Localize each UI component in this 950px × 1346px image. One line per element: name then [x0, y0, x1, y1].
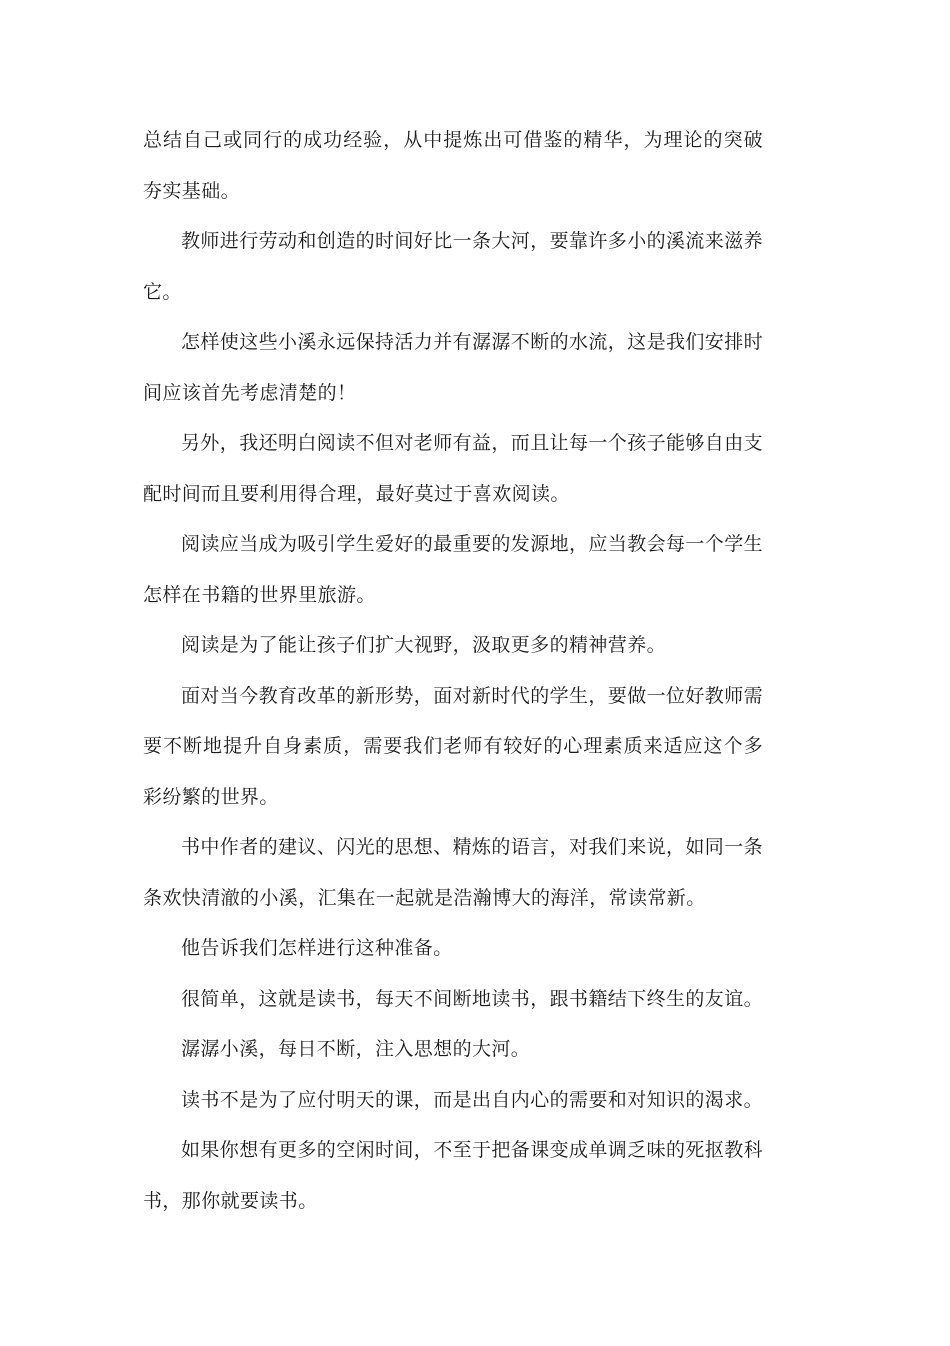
paragraph-continuation: 总结自己或同行的成功经验，从中提炼出可借鉴的精华，为理论的突破夯实基础。	[143, 129, 763, 202]
paragraph: 阅读是为了能让孩子们扩大视野，汲取更多的精神营养。	[181, 634, 667, 656]
paragraph: 他告诉我们怎样进行这种准备。	[181, 937, 453, 959]
paragraph: 潺潺小溪，每日不断，注入思想的大河。	[181, 1038, 531, 1060]
paragraph: 怎样使这些小溪永远保持活力并有潺潺不断的水流，这是我们安排时间应该首先考虑清楚的！	[143, 331, 764, 404]
paragraph: 读书不是为了应付明天的课，而是出自内心的需要和对知识的渴求。	[181, 1088, 764, 1111]
paragraph: 另外，我还明白阅读不但对老师有益，而且让每一个孩子能够自由支配时间而且要利用得合理，最好莫过于喜欢阅读。	[143, 432, 764, 505]
paragraph: 如果你想有更多的空闲时间，不至于把备课变成单调乏味的死抠教科书，那你就要读书。	[143, 1139, 764, 1212]
paragraph: 面对当今教育改革的新形势，面对新时代的学生，要做一位好教师需要不断地提升自身素质，需要我们老师有较好的心理素质来适应这个多彩纷繁的世界。	[143, 684, 764, 808]
paragraph: 教师进行劳动和创造的时间好比一条大河，要靠许多小的溪流来滋养它。	[143, 230, 764, 303]
document-body	[143, 115, 763, 1226]
paragraph: 阅读应当成为吸引学生爱好的最重要的发源地，应当教会每一个学生怎样在书籍的世界里旅游。	[143, 533, 764, 606]
paragraph: 书中作者的建议、闪光的思想、精炼的语言，对我们来说，如同一条条欢快清澈的小溪，汇集在一起就是浩瀚博大的海洋，常读常新。	[143, 836, 764, 909]
paragraph: 很简单，这就是读书，每天不间断地读书，跟书籍结下终生的友谊。	[181, 987, 764, 1010]
